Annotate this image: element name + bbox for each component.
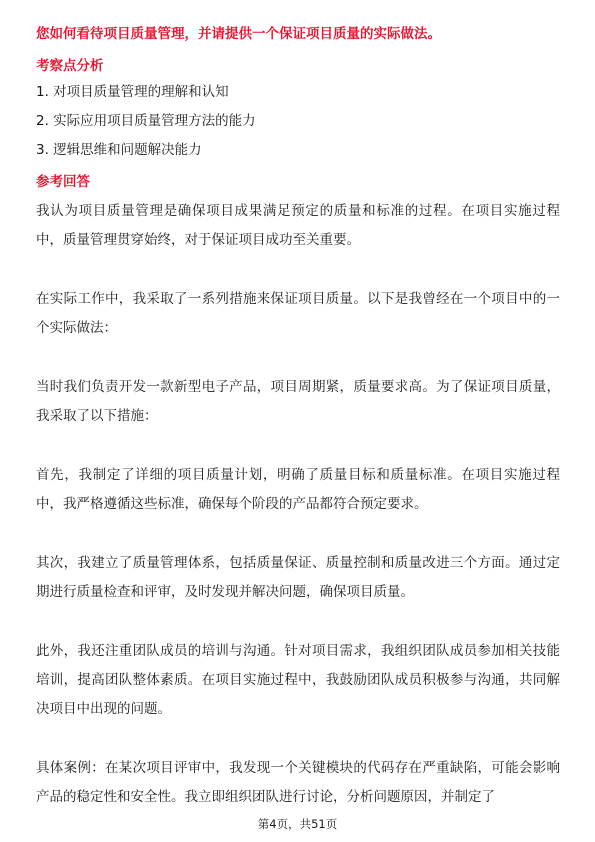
analysis-item-1: 1. 对项目质量管理的理解和认知 xyxy=(36,84,229,100)
answer-heading: 参考回答 xyxy=(36,174,90,190)
analysis-item-3: 3. 逻辑思维和问题解决能力 xyxy=(36,142,202,158)
answer-paragraph-1: 我认为项目质量管理是确保项目成果满足预定的质量和标准的过程。在项目实施过程中，质量管理贯穿始终，对于保证项目成功至关重要。 xyxy=(36,203,560,248)
analysis-item-2: 2. 实际应用项目质量管理方法的能力 xyxy=(36,113,256,129)
answer-paragraph-6: 此外，我还注重团队成员的培训与沟通。针对项目需求，我组织团队成员参加相关技能培训，提高团队整体素质。在项目实施过程中，我鼓励团队成员积极参与沟通，共同解决项目中出现的问题。 xyxy=(36,643,560,717)
answer-paragraph-3: 当时我们负责开发一款新型电子产品，项目周期紧，质量要求高。为了保证项目质量，我采取了以下措施： xyxy=(36,379,560,424)
question-title: 您如何看待项目质量管理，并请提供一个保证项目质量的实际做法。 xyxy=(36,26,441,42)
answer-paragraph-2: 在实际工作中，我采取了一系列措施来保证项目质量。以下是我曾经在一个项目中的一个实际做法： xyxy=(36,291,560,336)
answer-paragraph-5: 其次，我建立了质量管理体系，包括质量保证、质量控制和质量改进三个方面。通过定期进行质量检查和评审，及时发现并解决问题，确保项目质量。 xyxy=(36,555,560,600)
answer-paragraph-7: 具体案例：在某次项目评审中，我发现一个关键模块的代码存在严重缺陷，可能会影响产品的稳定性和安全性。我立即组织团队进行讨论，分析问题原因，并制定了 xyxy=(36,760,560,805)
answer-paragraph-4: 首先，我制定了详细的项目质量计划，明确了质量目标和质量标准。在项目实施过程中，我严格遵循这些标准，确保每个阶段的产品都符合预定要求。 xyxy=(36,467,560,512)
analysis-heading: 考察点分析 xyxy=(36,58,104,74)
page-number: 第4页，共51页 xyxy=(257,817,338,831)
